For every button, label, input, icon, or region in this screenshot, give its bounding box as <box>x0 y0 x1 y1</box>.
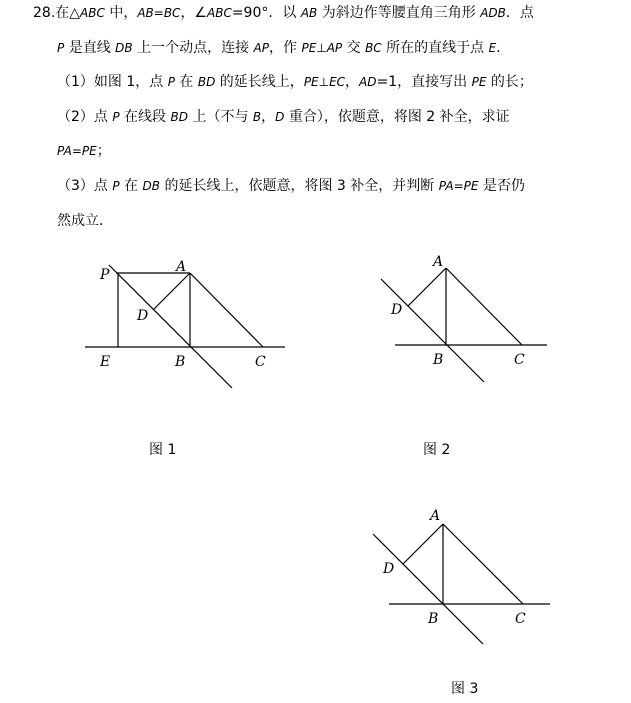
text-segment: （1）如图 1，点 <box>57 74 168 90</box>
text-segment: ，∠ <box>180 5 207 21</box>
fig1-label-D: D <box>137 308 149 324</box>
math-term: E <box>488 41 497 55</box>
math-term: AD <box>359 75 377 89</box>
math-term: P <box>112 110 120 124</box>
fig2-label-C: C <box>514 352 525 368</box>
text-segment: 28. <box>33 5 56 21</box>
math-term: DB <box>115 41 133 55</box>
math-term: ABC <box>207 6 232 20</box>
text-segment: ， <box>345 74 360 90</box>
text-segment: 上一个动点，连接 <box>132 40 254 56</box>
text-segment: 中， <box>104 5 138 21</box>
text-segment: =1，直接写出 <box>376 74 472 90</box>
fig3-label-D: D <box>383 561 395 577</box>
math-term: P <box>57 41 65 55</box>
text-segment: 为斜边作等腰直角三角形 <box>317 5 481 21</box>
fig1-line-AD <box>153 273 190 310</box>
math-term: P <box>167 75 175 89</box>
fig1-line-PB-extended <box>109 265 232 388</box>
fig2-label-B: B <box>433 352 444 368</box>
math-term: ADB <box>480 6 506 20</box>
math-term: AB <box>300 6 318 20</box>
math-term: PE⊥EC <box>303 75 346 89</box>
math-term: D <box>275 110 285 124</box>
text-segment: ； <box>96 143 111 159</box>
fig3-label-A: A <box>430 508 441 524</box>
math-term: B <box>252 110 262 124</box>
figure-3 <box>373 508 550 644</box>
math-term: AB=BC <box>137 6 181 20</box>
text-segment: =90°．以 <box>231 5 301 21</box>
fig2-label-A: A <box>433 254 444 270</box>
fig1-label-P: P <box>100 267 110 283</box>
fig2-line-AC <box>446 268 522 345</box>
math-term: ABC <box>80 6 105 20</box>
figure-1-caption: 图 1 <box>149 442 177 458</box>
math-term: DB <box>142 179 160 193</box>
math-term: PE⊥AP <box>301 41 343 55</box>
figure-3-caption: 图 3 <box>451 681 479 697</box>
fig1-label-A: A <box>176 259 187 275</box>
text-segment: 在 <box>174 74 198 90</box>
figure-2-caption: 图 2 <box>423 442 451 458</box>
text-segment: ．点 <box>505 5 534 21</box>
text-segment: （2）点 <box>57 109 113 125</box>
text-segment: 交 <box>342 40 366 56</box>
fig3-line-AC <box>443 524 523 604</box>
text-segment: 所在的直线于点 <box>381 40 489 56</box>
text-segment: ． <box>496 40 511 56</box>
text-segment: 重合），依题意，将图 2 补全，求证 <box>284 109 510 125</box>
figure-1 <box>85 259 285 388</box>
fig3-label-C: C <box>515 611 526 627</box>
math-term: P <box>112 179 120 193</box>
fig1-label-B: B <box>175 354 186 370</box>
text-segment: 在线段 <box>119 109 171 125</box>
fig3-label-B: B <box>428 611 439 627</box>
text-segment: 上（不与 <box>188 109 253 125</box>
fig2-line-AD <box>408 268 446 306</box>
math-term: PE <box>471 75 487 89</box>
math-term: BD <box>170 110 188 124</box>
text-segment: （3）点 <box>57 178 113 194</box>
text-segment: ，作 <box>269 40 302 56</box>
math-term: AP <box>253 41 269 55</box>
math-term: PA=PE <box>438 179 479 193</box>
figure-2 <box>381 254 547 382</box>
math-term: PA=PE <box>57 144 97 158</box>
fig2-label-D: D <box>391 302 403 318</box>
text-segment: 的延长线上，依题意，将图 3 补全，并判断 <box>160 178 439 194</box>
fig3-line-AD <box>403 524 443 564</box>
text-segment: 的延长线上， <box>215 74 304 90</box>
fig1-label-C: C <box>255 354 266 370</box>
fig3-line-DB-extended <box>373 534 483 644</box>
text-segment: 然成立． <box>57 213 113 229</box>
fig1-line-AC <box>190 273 263 347</box>
text-segment: 是否仍 <box>478 178 525 194</box>
fig1-label-E: E <box>100 354 111 370</box>
text-segment: ， <box>261 109 276 125</box>
math-term: BD <box>197 75 216 89</box>
text-segment: 是直线 <box>64 40 116 56</box>
text-segment: 的长； <box>486 74 533 90</box>
math-term: BC <box>365 41 382 55</box>
text-segment: 在△ <box>55 5 81 21</box>
text-segment: 在 <box>119 178 143 194</box>
